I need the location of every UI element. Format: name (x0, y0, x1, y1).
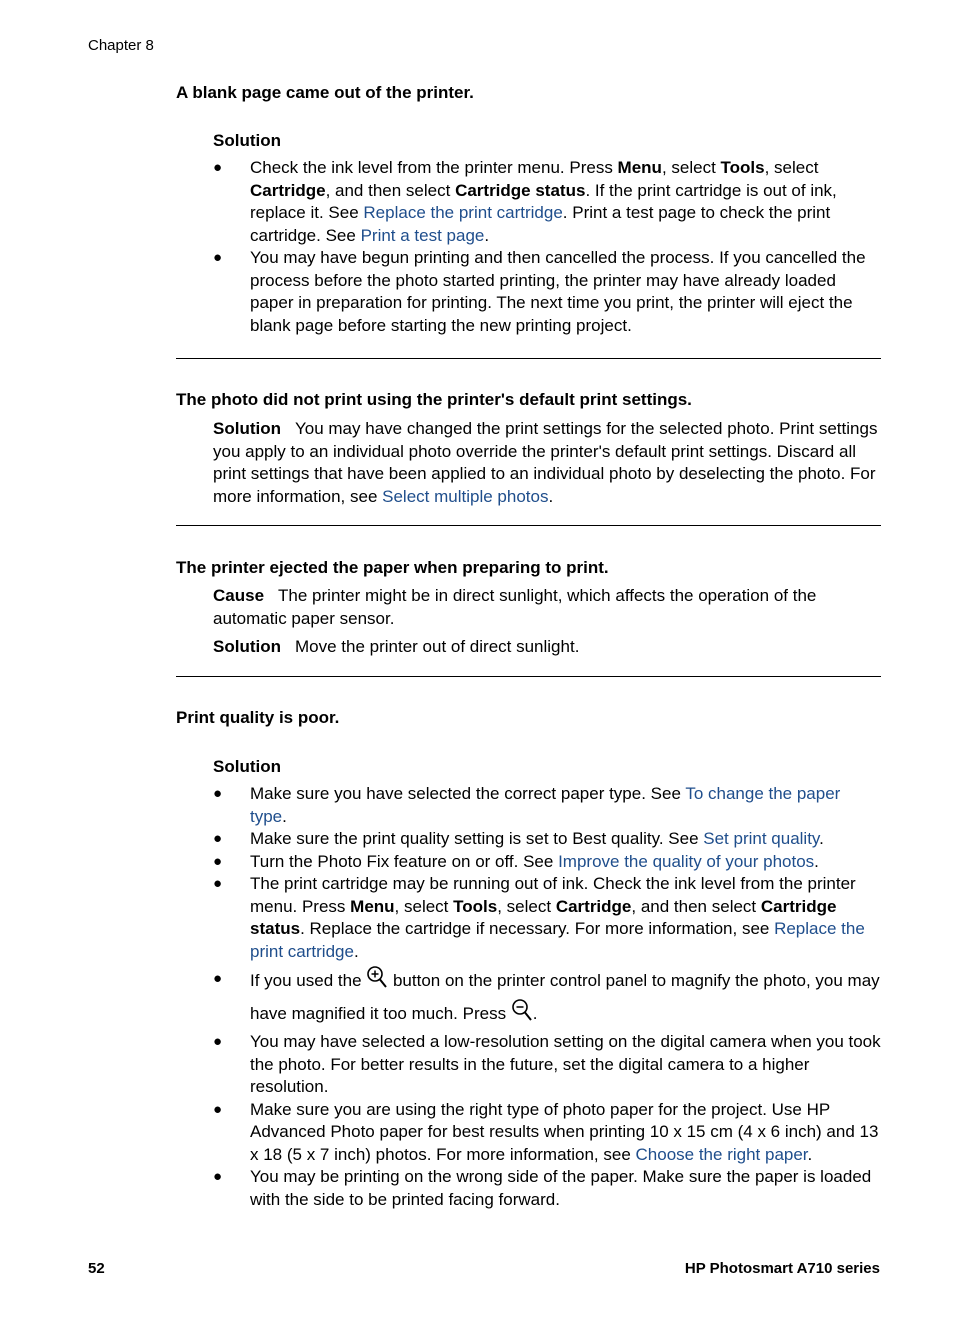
link-print-test-page[interactable]: Print a test page (360, 225, 485, 245)
zoom-in-icon (366, 965, 388, 998)
list-item: ● Turn the Photo Fix feature on or off. See Improve the quality of your photos. (213, 851, 881, 874)
divider (176, 525, 881, 526)
cause-label: Cause (213, 586, 265, 605)
list-item: ● You may have begun printing and then cancelled the process. If you cancelled the process before the photo started printing, the printer may have already loaded paper in preparation for printing. The next time you print, the printer will eject the blank page before starting the new printing project. (213, 248, 866, 335)
list-item: ● Make sure you have selected the correct paper type. See To change the paper type. (213, 784, 841, 826)
section-heading-ejected-paper: The printer ejected the paper when preparing to print. (176, 558, 609, 577)
list-item: ● Make sure you are using the right type of photo paper for the project. Use HP Advanced Photo paper for best results when printing 10 x 15 cm (4 x 6 inch) and 13 x 18 (5 x 7 inch) photos. For more information, see Choose the right paper. (213, 1099, 879, 1164)
list-item: ● Check the ink level from the printer menu. Press Menu, select Tools, select Cartridge, and then select Cartridge status. If the print cartridge is out of ink, replace it. See Replace the print cartridge. Print a test page to check the print cartridge. See Print a test page. (213, 158, 837, 245)
zoom-out-icon (511, 998, 533, 1031)
cause-paragraph: Cause The printer might be in direct sunlight, which affects the operation of the automatic paper sensor. (213, 586, 817, 628)
bullet-icon: ● (213, 159, 223, 176)
solution-paragraph: Solution Move the printer out of direct sunlight. (213, 637, 580, 656)
link-change-paper-type[interactable]: To change the paper type (250, 784, 841, 826)
link-select-multiple-photos[interactable]: Select multiple photos (382, 486, 549, 506)
bullet-icon: ● (213, 852, 223, 870)
solution-paragraph: Solution You may have changed the print settings for the selected photo. Print settings you apply to an individual photo override the printer's default print settings. Discard all print settings that have been applied to an individual photo by deselecting the photo. For more information, see Select multiple photos. (213, 419, 878, 506)
bullet-icon: ● (213, 830, 223, 847)
chapter-label: Chapter 8 (88, 37, 154, 54)
solution-label: Solution (213, 637, 281, 656)
list-item: ● You may be printing on the wrong side of the paper. Make sure the paper is loaded with the side to be printed facing forward. (213, 1167, 872, 1209)
divider (176, 358, 881, 359)
divider (176, 676, 881, 677)
section-heading-blank-page: A blank page came out of the printer. (176, 83, 474, 102)
solution-label: Solution (213, 131, 281, 150)
bullet-icon: ● (213, 1100, 223, 1118)
link-improve-photo-quality[interactable]: Improve the quality of your photos (558, 851, 815, 871)
list-item: ● If you used the button on the printer control panel to magnify the photo, you may have magnified it too much. Press . (213, 965, 881, 1031)
bullet-icon: ● (213, 249, 223, 266)
bullet-icon: ● (213, 1168, 223, 1185)
link-replace-cartridge[interactable]: Replace the print cartridge (250, 919, 865, 961)
bullet-icon: ● (213, 875, 223, 892)
solution-label: Solution (213, 757, 281, 776)
list-item: ● You may have selected a low-resolution setting on the digital camera when you took the photo. For better results in the future, set the digital camera to a higher resolution. (213, 1032, 881, 1096)
bullet-icon: ● (213, 970, 223, 987)
section-heading-default-settings: The photo did not print using the printer's default print settings. (176, 390, 692, 409)
list-item: ● Make sure the print quality setting is set to Best quality. See Set print quality. (213, 828, 881, 851)
footer-product-title: HP Photosmart A710 series (684, 1260, 880, 1277)
section-heading-print-quality: Print quality is poor. (176, 708, 340, 727)
bullet-icon: ● (213, 785, 223, 802)
page-number: 52 (88, 1260, 105, 1277)
link-choose-right-paper[interactable]: Choose the right paper (635, 1144, 808, 1164)
solution-label: Solution (213, 419, 281, 438)
bullet-icon: ● (213, 1033, 223, 1050)
link-set-print-quality[interactable]: Set print quality (703, 829, 820, 848)
list-item: ● The print cartridge may be running out of ink. Check the ink level from the printer menu. Press Menu, select Tools, select Cartridge, and then select Cartridge status. Replace the cartridge if necessary. For more information, see Replace the print cartridge. (213, 874, 865, 961)
solution-list (213, 157, 881, 337)
link-replace-cartridge[interactable]: Replace the print cartridge (363, 203, 563, 222)
solution-list (213, 783, 881, 1211)
